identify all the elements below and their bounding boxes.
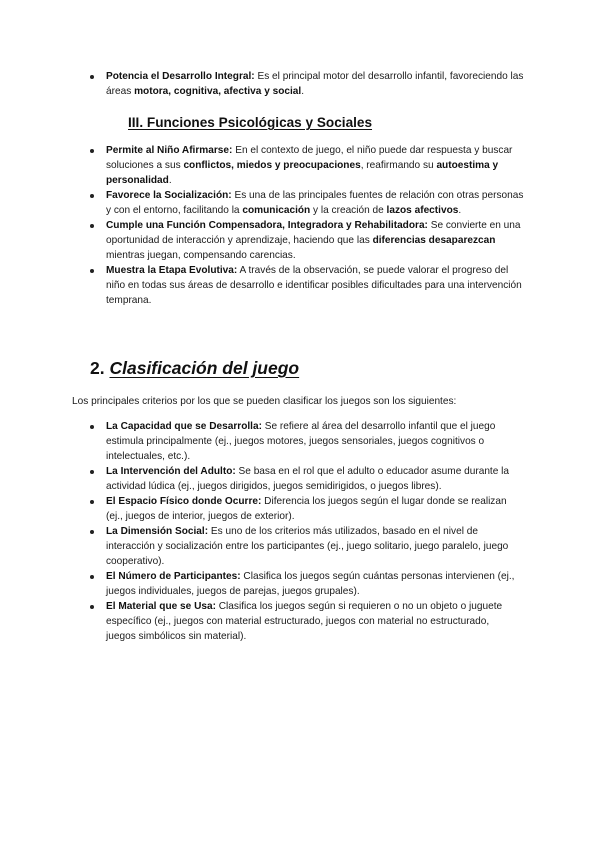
item-text: Se refiere al área del desarrollo infantil que el juego estimula principalmente (ej., juegos motores, juegos sensoriales, juegos cognitivos o intelectuales, etc.). (106, 421, 496, 462)
item-text: A través de la observación, se puede valorar el progreso del niño en todas sus áreas de desarrollo e identificar posibles dificultades para una intervención temprana. (106, 265, 522, 306)
item-emphasis: comunicación (242, 205, 311, 216)
item-term: El Material que se Usa: (106, 601, 216, 612)
item-term: Muestra la Etapa Evolutiva: (106, 265, 238, 276)
item-emphasis: diferencias desaparezcan (372, 235, 496, 246)
item-text: Clasifica los juegos según cuántas personas intervienen (ej., juegos individuales, juegos de parejas, juegos grupales). (106, 571, 515, 597)
list-item (88, 218, 528, 263)
item-term: La Dimensión Social: (106, 526, 209, 537)
subsection-heading: III. Funciones Psicológicas y Sociales (128, 115, 373, 130)
item-text: Es el principal motor del desarrollo infantil, favoreciendo las áreas (106, 71, 524, 97)
list-item (88, 464, 518, 494)
item-emphasis: autoestima y personalidad (106, 160, 499, 186)
item-text: y la creación de (310, 205, 387, 216)
item-term: Cumple una Función Compensadora, Integradora y Rehabilitadora: (106, 220, 428, 231)
item-emphasis: conflictos, miedos y preocupaciones (183, 160, 361, 171)
section-title-text: Clasificación del juego (109, 358, 300, 378)
section-number: 2. (90, 358, 105, 378)
list-item (88, 188, 528, 218)
item-term: La Capacidad que se Desarrolla: (106, 421, 262, 432)
item-emphasis: motora, cognitiva, afectiva y social (134, 86, 302, 97)
item-term: El Espacio Físico donde Ocurre: (106, 496, 262, 507)
list-item (88, 599, 518, 644)
item-text: , reafirmando su (360, 160, 437, 171)
section-intro: Los principales criterios por los que se pueden clasificar los juegos son los siguientes: (72, 396, 457, 407)
item-text: Se convierte en una oportunidad de interacción y aprendizaje, haciendo que las (106, 220, 521, 246)
top-bullet-list (88, 69, 528, 99)
item-text: . (168, 175, 172, 186)
item-text: Clasifica los juegos según si requieren o no un objeto o juguete específico (ej., juegos con material estructurado, juegos con material no estructurado, juegos simbólicos sin material). (106, 601, 503, 642)
item-emphasis: lazos afectivos (386, 205, 459, 216)
item-text: . (301, 86, 305, 97)
criteria-bullet-list (88, 419, 518, 644)
list-item (88, 69, 528, 99)
item-term: Potencia el Desarrollo Integral: (106, 71, 255, 82)
item-term: La Intervención del Adulto: (106, 466, 236, 477)
item-text: . (458, 205, 462, 216)
item-text: Es uno de los criterios más utilizados, basado en el nivel de interacción y socialización entre los participantes (ej., juego solitario, juego paralelo, juego cooperativo). (106, 526, 509, 567)
item-term: Permite al Niño Afirmarse: (106, 145, 233, 156)
list-item (88, 569, 518, 599)
list-item (88, 494, 518, 524)
section-title (90, 357, 299, 379)
functions-bullet-list (88, 143, 528, 308)
list-item (88, 524, 518, 569)
item-term: El Número de Participantes: (106, 571, 241, 582)
item-text: mientras juegan, compensando carencias. (106, 250, 296, 261)
item-text: Se basa en el rol que el adulto o educador asume durante la actividad lúdica (ej., juegos dirigidos, juegos semidirigidos, o juegos libres). (106, 466, 510, 492)
list-item (88, 143, 528, 188)
item-text: En el contexto de juego, el niño puede dar respuesta y buscar soluciones a sus (106, 145, 513, 171)
list-item (88, 263, 528, 308)
list-item (88, 419, 518, 464)
item-text: Diferencia los juegos según el lugar donde se realizan (ej., juegos de interior, juegos de exterior). (106, 496, 507, 522)
item-term: Favorece la Socialización: (106, 190, 232, 201)
item-text: Es una de las principales fuentes de relación con otras personas y con el entorno, facilitando la (106, 190, 524, 216)
